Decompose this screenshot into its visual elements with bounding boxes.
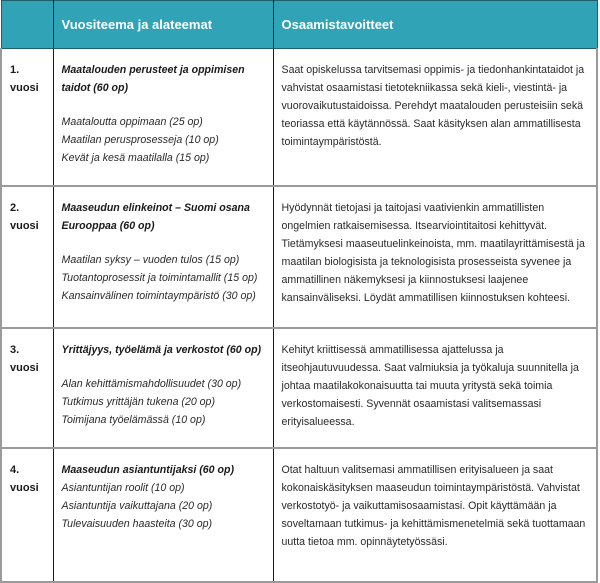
- theme-cell: [53, 186, 273, 328]
- year-cell: 2. vuosi: [1, 186, 53, 328]
- year-cell: 3. vuosi: [1, 328, 53, 448]
- subtheme: Tuotantoprosessit ja toimintamallit (15 op): [61, 272, 258, 284]
- year-cell: 1. vuosi: [1, 49, 53, 187]
- goals-text: Otat haltuun valitsemasi ammatillisen erityisalueen ja saat kokonaiskäsityksen maaseudun toimintaympäristöstä. Vahvistat verkostotyö- ja vaikuttamisosaamistasi. Opit käyttämään ja soveltamaan tutkimus- ja kehittämismenetelmiä sekä tuottamaan uutta tietoa mm. opinnäytetyössäsi.: [281, 464, 586, 548]
- table-row: [1, 328, 597, 448]
- theme-title: Maatalouden perusteet ja oppimisen taidot (60 op): [61, 64, 245, 94]
- year-cell: 4. vuosi: [1, 448, 53, 582]
- theme-cell: [53, 448, 273, 582]
- subtheme: Kansainvälinen toimintaympäristö (30 op): [61, 290, 256, 302]
- goals-text: Saat opiskelussa tarvitsemasi oppimis- ja tiedonhankintataidot ja vahvistat osaamistasi tietotekniikassa sekä kieli-, viestintä- ja vuorovaikutustaidoissa. Perehdyt maatalouden perusteisiin sekä teoriassa että käytännössä. Saat käsityksen alan ammatillisesta toimintaympäristöstä.: [281, 64, 585, 148]
- subtheme: Maatilan perusprosesseja (10 op): [61, 134, 219, 146]
- goals-text: Kehityt kriittisessä ammatillisessa ajattelussa ja itseohjautuvuudessa. Saat valmiuksia ja työkaluja suunnitella ja johtaa maatilakokonaisuutta tai muuta yritystä sekä toimia verkostomaisesti. Syvennät osaamistasi valitsemassasi erityisalueessa.: [281, 344, 579, 428]
- theme-cell: [53, 49, 273, 187]
- table-row: [1, 448, 597, 582]
- subtheme: Alan kehittämismahdollisuudet (30 op): [61, 378, 242, 390]
- theme-title: Maaseudun elinkeinot – Suomi osana Eurooppaa (60 op): [61, 202, 250, 232]
- table-row: [1, 49, 597, 187]
- subtheme: Kevät ja kesä maatilalla (15 op): [61, 152, 210, 164]
- table-row: [1, 186, 597, 328]
- theme-cell: [53, 328, 273, 448]
- goals-cell: [273, 49, 597, 187]
- subtheme: Maatilan syksy – vuoden tulos (15 op): [61, 254, 240, 266]
- header-theme: Vuositeema ja alateemat: [53, 1, 273, 49]
- goals-cell: [273, 328, 597, 448]
- subtheme: Toimijana työelämässä (10 op): [61, 414, 206, 426]
- subtheme: Asiantuntijan roolit (10 op): [61, 482, 185, 494]
- subtheme: Asiantuntija vaikuttajana (20 op): [61, 500, 213, 512]
- header-year: [1, 1, 53, 49]
- header-goals: Osaamistavoitteet: [273, 1, 597, 49]
- goals-cell: [273, 186, 597, 328]
- header-row: [1, 1, 597, 49]
- theme-title: Yrittäjyys, työelämä ja verkostot (60 op): [61, 344, 262, 356]
- subtheme: Tutkimus yrittäjän tukena (20 op): [61, 396, 215, 408]
- subtheme: Tulevaisuuden haasteita (30 op): [61, 518, 213, 530]
- subtheme: Maataloutta oppimaan (25 op): [61, 116, 203, 128]
- goals-cell: [273, 448, 597, 582]
- theme-title: Maaseudun asiantuntijaksi (60 op): [61, 464, 234, 476]
- goals-text: Hyödynnät tietojasi ja taitojasi vaativienkin ammatillisten ongelmien ratkaisemisessa. Itsearviointitaitosi kehittyvät. Tietämyksesi maaseutuelinkeinoista, mm. maatilayrittämisestä ja maatilan biologisista ja teknologisista prosesseista syvenee ja ammatillinen näkemyksesi ja kiinnostuksesi laajenee kansainväliseksi. Löydät ammatillisen kiinnostuksen kohteesi.: [281, 202, 585, 304]
